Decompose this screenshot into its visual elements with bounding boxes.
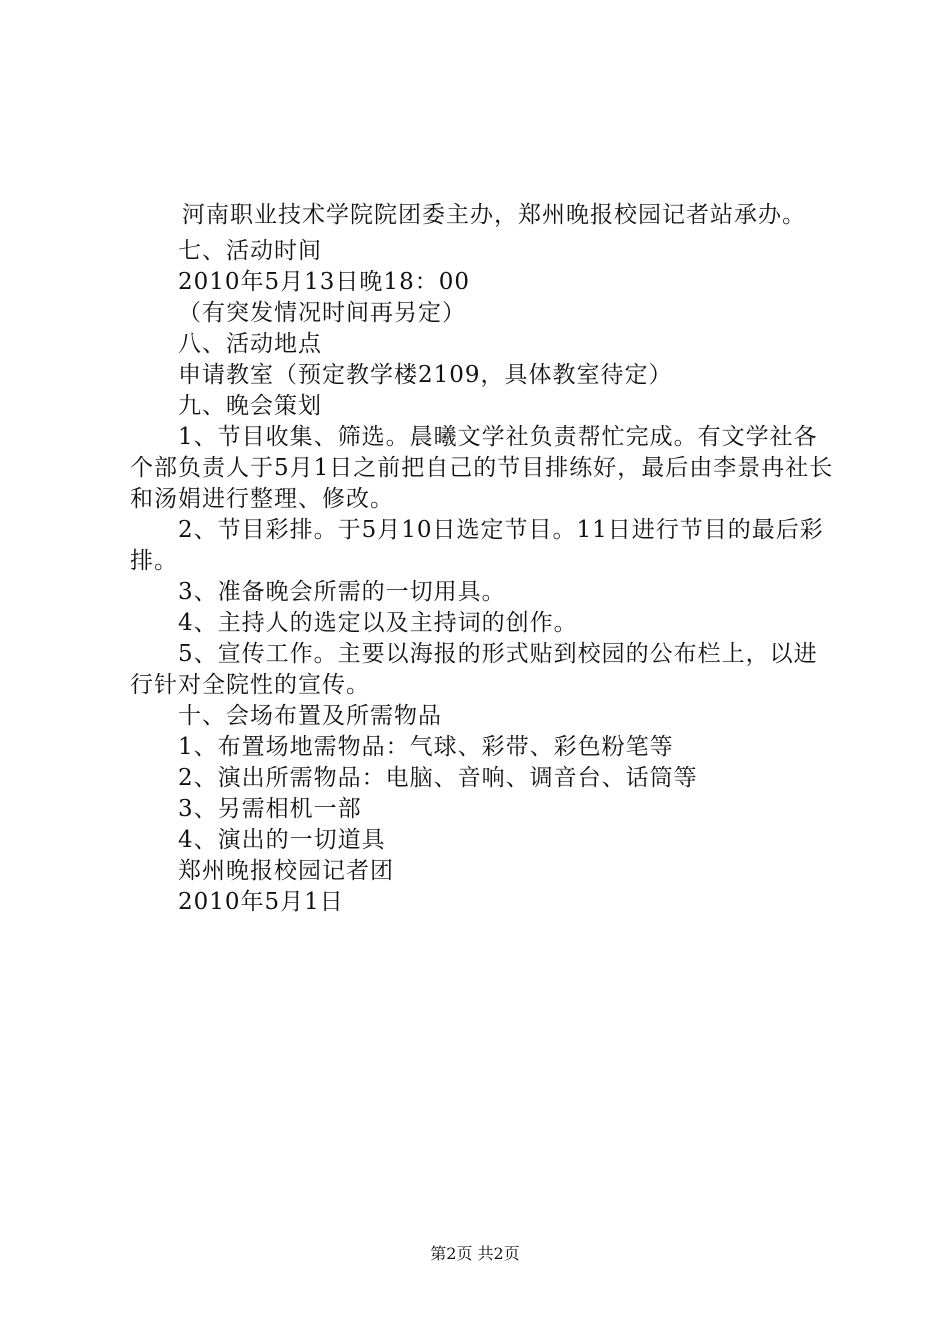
planning-item: 4、主持人的选定以及主持词的创作。 — [178, 610, 578, 636]
planning-item: 2、节目彩排。于5月10日选定节目。11日进行节目的最后彩排。 — [130, 517, 824, 574]
signature-organization: 郑州晚报校园记者团 — [178, 858, 394, 884]
event-location: 申请教室（预定教学楼2109，具体教室待定） — [178, 362, 673, 388]
planning-item: 3、准备晚会所需的一切用具。 — [178, 579, 506, 605]
section-heading-time: 七、活动时间 — [178, 238, 322, 264]
section-heading-planning: 九、晚会策划 — [178, 393, 322, 419]
planning-item: 5、宣传工作。主要以海报的形式贴到校园的公布栏上，以进行针对全院性的宣传。 — [130, 641, 818, 698]
venue-item: 4、演出的一切道具 — [178, 827, 386, 853]
venue-item: 2、演出所需物品：电脑、音响、调音台、话筒等 — [178, 765, 698, 791]
datetime-note: （有突发情况时间再另定） — [178, 300, 466, 326]
planning-item: 1、节目收集、筛选。晨曦文学社负责帮忙完成。有文学社各个部负责人于5月1日之前把自己的节目排练好，最后由李景冉社长和汤娟进行整理、修改。 — [130, 424, 834, 512]
section-heading-venue: 十、会场布置及所需物品 — [178, 703, 442, 729]
signature-date: 2010年5月1日 — [178, 889, 344, 915]
section-heading-location: 八、活动地点 — [178, 331, 322, 357]
event-datetime: 2010年5月13日晚18：00 — [178, 269, 470, 295]
page-footer: 第2页 共2页 — [430, 1244, 520, 1263]
venue-item: 3、另需相机一部 — [178, 796, 362, 822]
intro-paragraph: 河南职业技术学院院团委主办，郑州晚报校园记者站承办。 — [182, 202, 806, 228]
venue-item: 1、布置场地需物品：气球、彩带、彩色粉笔等 — [178, 734, 674, 760]
document-body — [130, 236, 835, 918]
